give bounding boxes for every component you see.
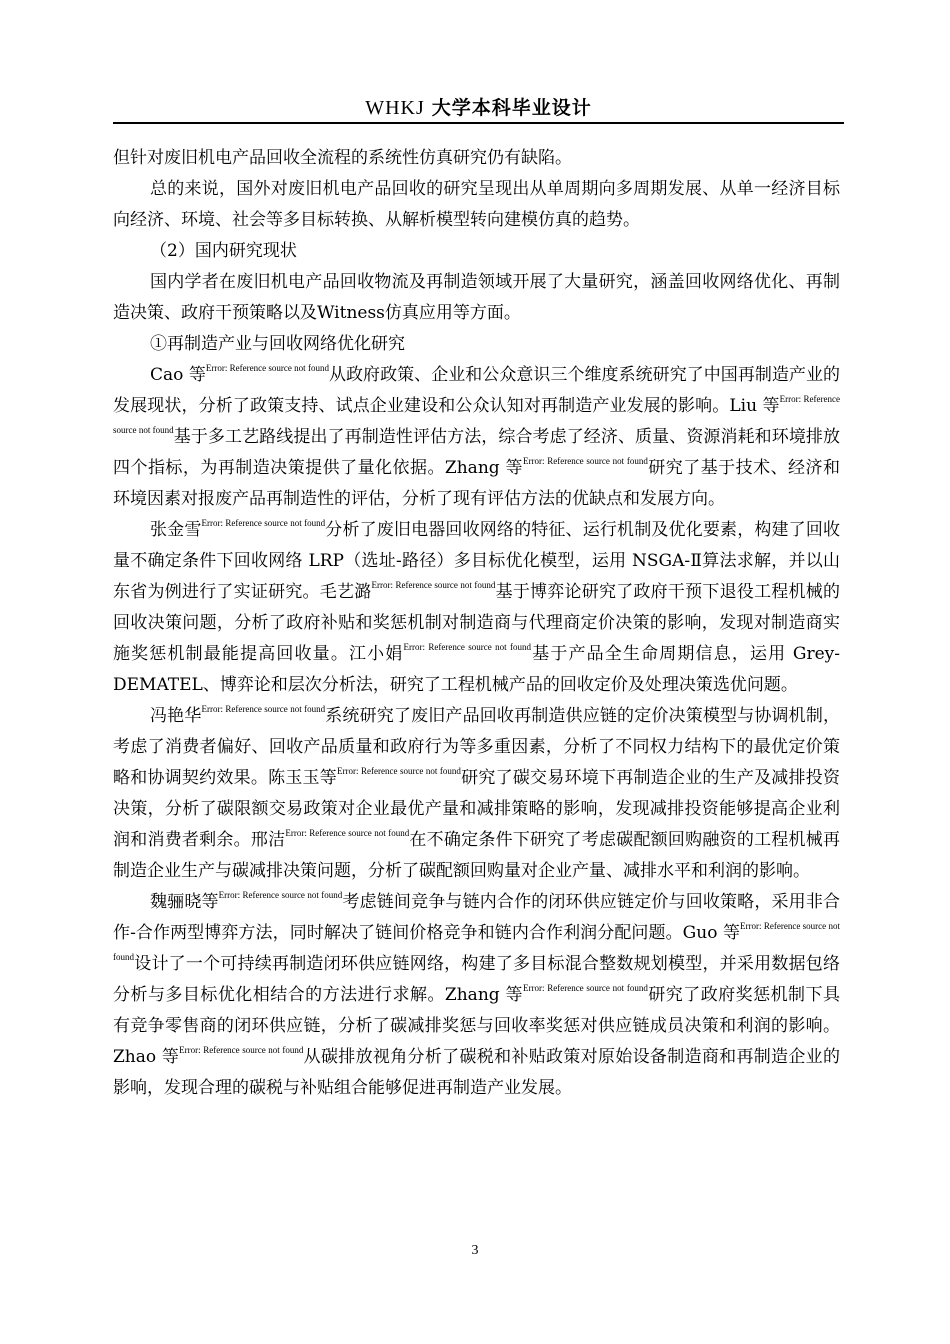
paragraph: 国内学者在废旧机电产品回收物流及再制造领域开展了大量研究，涵盖回收网络优化、再制造决策、政府干预策略以及Witness仿真应用等方面。: [113, 272, 840, 323]
citation-error: Error: Reference source not found: [113, 921, 840, 962]
paragraph-text: 设计了一个可持续再制造闭环供应链网络，构建了多目标混合整数规划模型，并采用数据包络分析与多目标优化相结合的方法进行求解。Zhang 等: [113, 954, 840, 1005]
paragraph-text: 从碳排放视角分析了碳税和补贴政策对原始设备制造商和再制造企业的影响，发现合理的碳税与补贴组合能够促进再制造产业发展。: [113, 1047, 840, 1098]
paragraph-text: 基于博弈论研究了政府干预下退役工程机械的回收决策问题，分析了政府补贴和奖惩机制对制造商与代理商定价决策的影响，发现对制造商实施奖惩机制最能提高回收量。江小娟: [113, 582, 840, 664]
citation-error: Error: Reference source not found: [179, 1045, 304, 1055]
citation-error: Error: Reference source not found: [523, 456, 648, 466]
citation-error: Error: Reference source not found: [218, 890, 343, 900]
paragraph-text: 在不确定条件下研究了考虑碳配额回购融资的工程机械再制造企业生产与碳减排决策问题，分析了碳配额回购量对企业产量、减排水平和利润的影响。: [113, 830, 841, 881]
citation-error: Error: Reference source not found: [113, 394, 841, 435]
header-title: 大学本科毕业设计: [431, 97, 592, 119]
body-text: [113, 143, 840, 1104]
paragraph-text: 张金雪: [150, 520, 202, 540]
citation-error: Error: Reference source not found: [403, 642, 532, 652]
paragraph: [113, 360, 840, 515]
subsection-heading: ①再制造产业与回收网络优化研究: [150, 334, 405, 354]
paragraph: [113, 887, 840, 1104]
paragraph-text: 研究了基于技术、经济和环境因素对报废产品再制造性的评估，分析了现有评估方法的优缺点和发展方向。: [113, 458, 840, 509]
paragraph-text: 基于多工艺路线提出了再制造性评估方法，综合考虑了经济、质量、资源消耗和环境排放四个指标，为再制造决策提供了量化依据。Zhang 等: [113, 427, 840, 478]
paragraph-text: 冯艳华: [150, 706, 202, 726]
citation-error: Error: Reference source not found: [201, 704, 326, 714]
paragraph: 总的来说，国外对废旧机电产品回收的研究呈现出从单周期向多周期发展、从单一经济目标向经济、环境、社会等多目标转换、从解析模型转向建模仿真的趋势。: [113, 179, 840, 230]
paragraph: [113, 515, 840, 701]
paragraph-text: 魏骊晓等: [150, 892, 219, 912]
paragraph-text: 研究了碳交易环境下再制造企业的生产及减排投资决策，分析了碳限额交易政策对企业最优产量和减排策略的影响，发现减排投资能够提高企业利润和消费者剩余。邢洁: [113, 768, 840, 850]
header-code: WHKJ: [365, 97, 425, 119]
citation-error: Error: Reference source not found: [205, 363, 329, 373]
paragraph-text: 研究了政府奖惩机制下具有竞争零售商的闭环供应链，分析了碳减排奖惩与回收率奖惩对供应链成员决策和利润的影响。Zhao 等: [113, 985, 840, 1067]
paragraph-text: 基于产品全生命周期信息，运用 Grey-DEMATEL、博弈论和层次分析法，研究了工程机械产品的回收定价及处理决策选优问题。: [113, 644, 840, 695]
page-header: [113, 96, 844, 120]
paragraph-text: 从政府政策、企业和公众意识三个维度系统研究了中国再制造产业的发展现状，分析了政策支持、试点企业建设和公众认知对再制造产业发展的影响。Liu 等: [113, 365, 841, 416]
paragraph-text: 系统研究了废旧产品回收再制造供应链的定价决策模型与协调机制，考虑了消费者偏好、回收产品质量和政府行为等多重因素，分析了不同权力结构下的最优定价策略和协调契约效果。陈玉玉等: [113, 706, 841, 788]
page-number: 3: [471, 1243, 479, 1258]
citation-error: Error: Reference source not found: [337, 766, 461, 776]
citation-error: Error: Reference source not found: [201, 518, 326, 528]
citation-error: Error: Reference source not found: [285, 828, 410, 838]
paragraph: 但针对废旧机电产品回收全流程的系统性仿真研究仍有缺陷。: [113, 148, 572, 168]
paragraph-text: 分析了废旧电器回收网络的特征、运行机制及优化要素，构建了回收量不确定条件下回收网络 LRP（选址-路径）多目标优化模型，运用 NSGA-Ⅱ算法求解，并以山东省为例进行了实证研究。毛艺潞: [113, 520, 841, 602]
citation-error: Error: Reference source not found: [371, 580, 496, 590]
section-heading: （2）国内研究现状: [150, 241, 297, 261]
citation-error: Error: Reference source not found: [523, 983, 648, 993]
paragraph-text: Cao 等: [150, 365, 206, 385]
paragraph-text: 考虑链间竞争与链内合作的闭环供应链定价与回收策略，采用非合作-合作两型博弈方法，同时解决了链间价格竞争和链内合作利润分配问题。Guo 等: [113, 892, 841, 943]
header-rule: [113, 122, 844, 124]
paragraph: [113, 701, 840, 887]
